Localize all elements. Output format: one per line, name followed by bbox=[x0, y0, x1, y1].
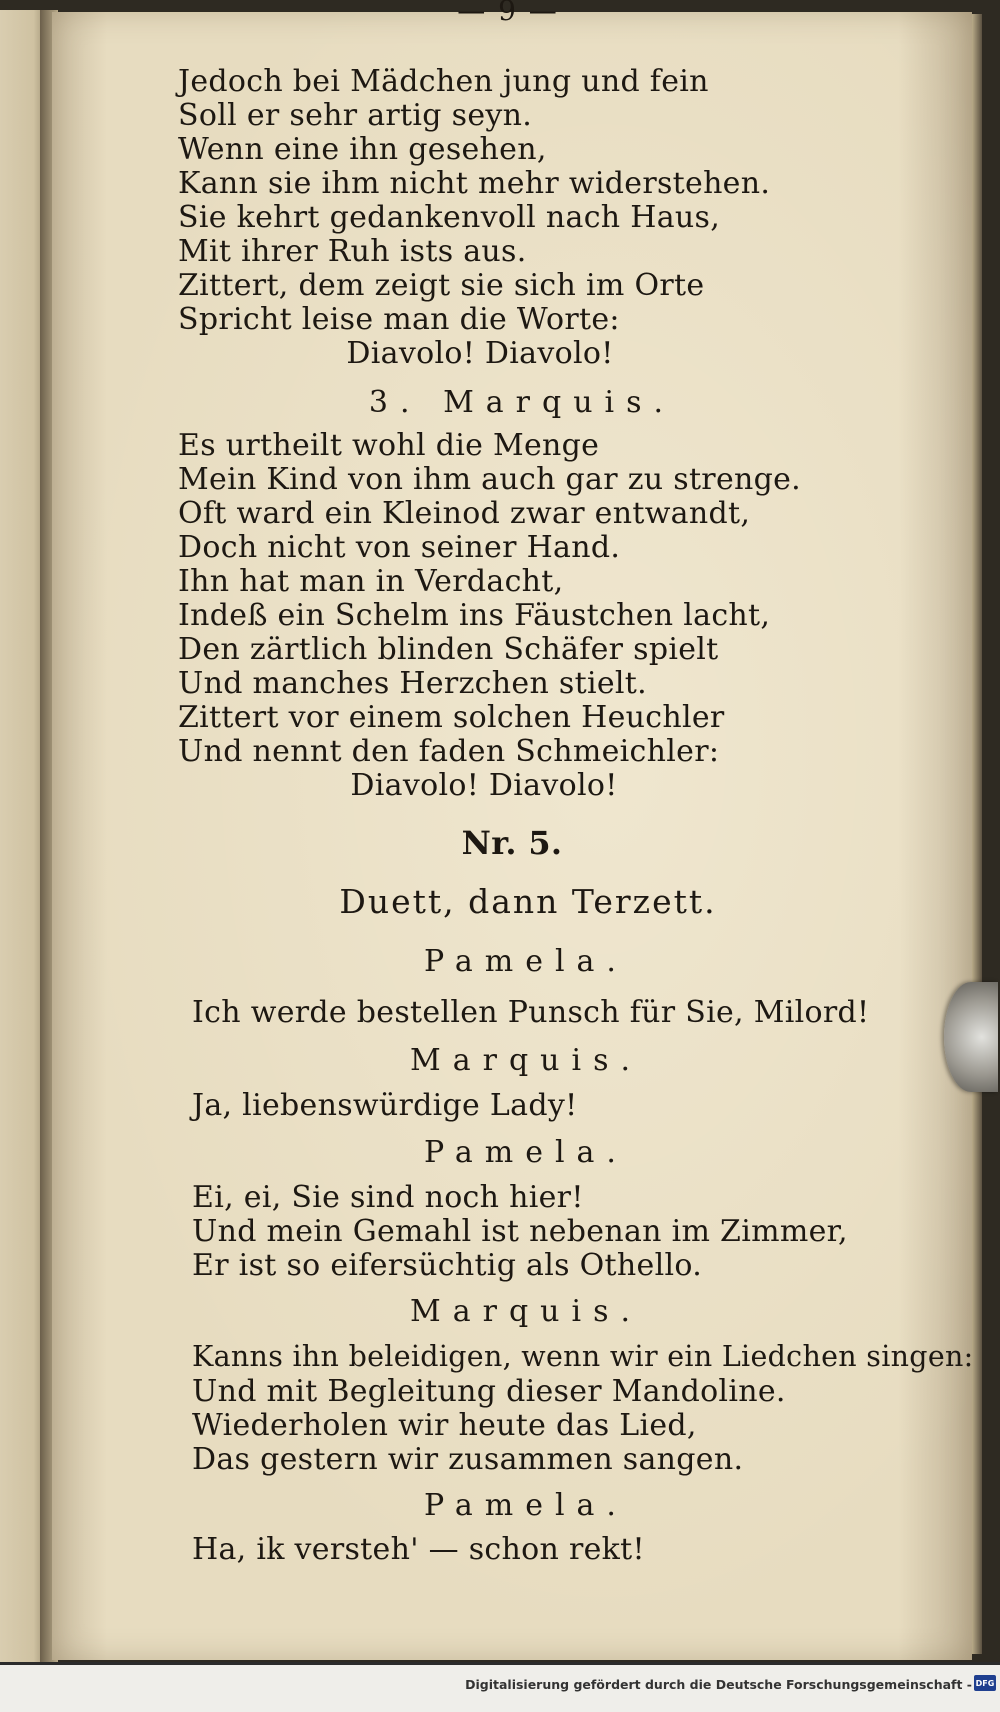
page-edge-shadow bbox=[972, 14, 982, 1654]
text-line: Zittert vor einem solchen Heuchler bbox=[178, 700, 725, 735]
text-line: Ei, ei, Sie sind noch hier! bbox=[192, 1180, 584, 1215]
speaker-heading: Pamela. bbox=[424, 944, 628, 979]
text-line: Kann sie ihm nicht mehr widerstehen. bbox=[178, 166, 771, 201]
refrain-line: Diavolo! Diavolo! bbox=[346, 336, 614, 371]
text-line: Wenn eine ihn gesehen, bbox=[178, 132, 547, 167]
speaker-heading: Marquis. bbox=[410, 1294, 642, 1329]
text-line: Kanns ihn beleidigen, wenn wir ein Liedchen singen: bbox=[192, 1340, 974, 1373]
text-line: Ihn hat man in Verdacht, bbox=[178, 564, 564, 599]
metal-clip bbox=[944, 982, 998, 1092]
page-number: — 9 — bbox=[457, 0, 559, 27]
text-line: Und mein Gemahl ist nebenan im Zimmer, bbox=[192, 1214, 848, 1249]
text-line: Doch nicht von seiner Hand. bbox=[178, 530, 621, 565]
digitization-credit: Digitalisierung gefördert durch die Deutsche Forschungsgemeinschaft - bbox=[465, 1677, 972, 1692]
text-line: Und manches Herzchen stielt. bbox=[178, 666, 647, 701]
section-title: Duett, dann Terzett. bbox=[339, 882, 717, 921]
text-line: Mein Kind von ihm auch gar zu strenge. bbox=[178, 462, 802, 497]
refrain-line: Diavolo! Diavolo! bbox=[350, 768, 618, 803]
text-line: Soll er sehr artig seyn. bbox=[178, 98, 533, 133]
text-line: Spricht leise man die Worte: bbox=[178, 302, 620, 337]
footer-bar bbox=[0, 1662, 1000, 1712]
text-line: Ich werde bestellen Punsch für Sie, Milord! bbox=[192, 995, 870, 1030]
text-line: Sie kehrt gedankenvoll nach Haus, bbox=[178, 200, 721, 235]
text-line: Ha, ik versteh' — schon rekt! bbox=[192, 1532, 645, 1567]
text-line: Oft ward ein Kleinod zwar entwandt, bbox=[178, 496, 751, 531]
dfg-logo: DFG bbox=[974, 1675, 996, 1691]
speaker-heading: 3. Marquis. bbox=[368, 385, 676, 420]
text-line: Es urtheilt wohl die Menge bbox=[178, 428, 600, 463]
text-line: Wiederholen wir heute das Lied, bbox=[192, 1408, 697, 1443]
text-line: Das gestern wir zusammen sangen. bbox=[192, 1442, 744, 1477]
speaker-heading: Marquis. bbox=[410, 1043, 642, 1078]
text-line: Mit ihrer Ruh ists aus. bbox=[178, 234, 527, 269]
text-line: Ja, liebenswürdige Lady! bbox=[192, 1088, 578, 1123]
text-line: Und mit Begleitung dieser Mandoline. bbox=[192, 1374, 786, 1409]
text-line: Und nennt den faden Schmeichler: bbox=[178, 734, 720, 769]
text-line: Zittert, dem zeigt sie sich im Orte bbox=[178, 268, 705, 303]
text-line: Indeß ein Schelm ins Fäustchen lacht, bbox=[178, 598, 771, 633]
speaker-heading: Pamela. bbox=[424, 1135, 628, 1170]
text-line: Den zärtlich blinden Schäfer spielt bbox=[178, 632, 719, 667]
number-heading: Nr. 5. bbox=[461, 824, 563, 862]
speaker-heading: Pamela. bbox=[424, 1488, 628, 1523]
text-line: Er ist so eifersüchtig als Othello. bbox=[192, 1248, 703, 1283]
text-line: Jedoch bei Mädchen jung und fein bbox=[178, 64, 709, 99]
